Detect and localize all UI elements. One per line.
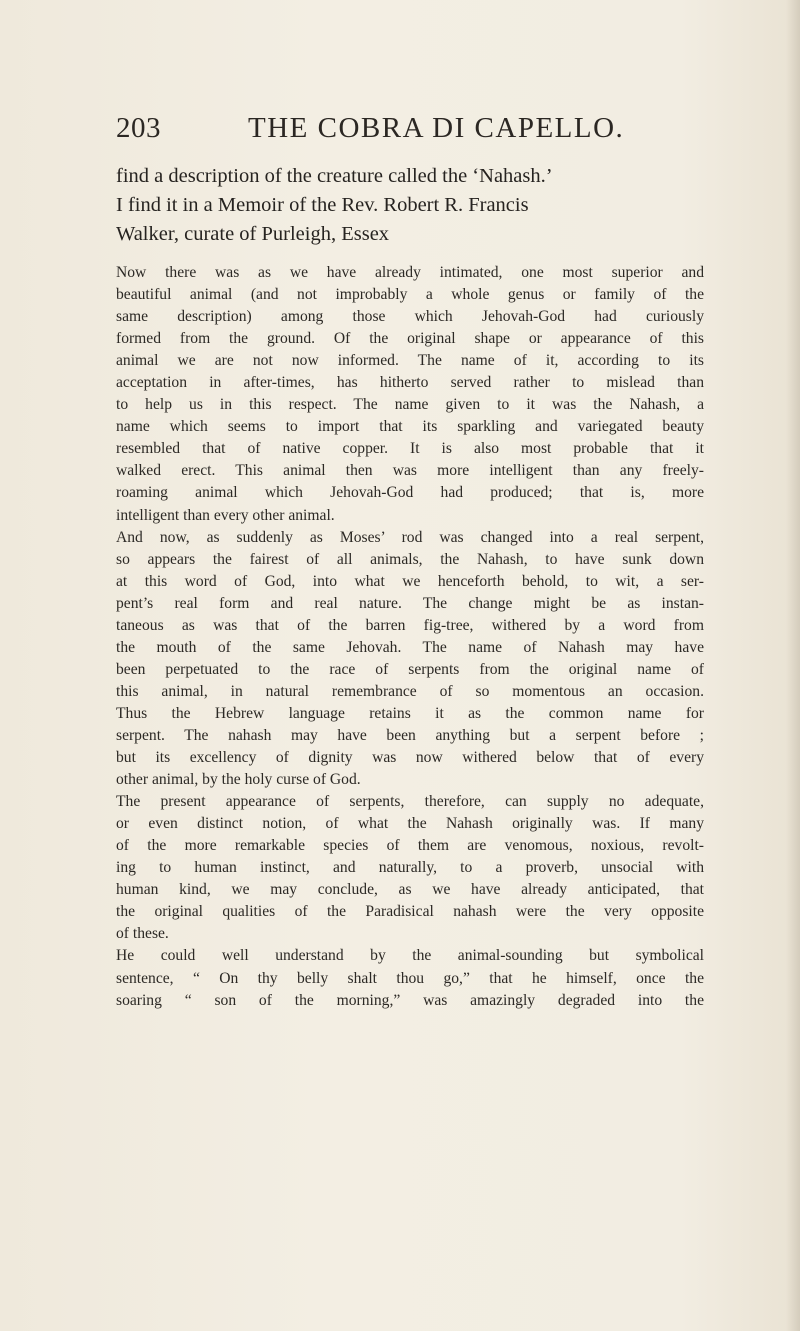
text-line: but its excellency of dignity was now withered below that of every [116,749,704,767]
text-line: soaring “ son of the morning,” was amazingly degraded into the [116,991,704,1009]
lead-line: find a description of the creature called the ‘Nahash.’ [116,165,553,187]
text-line: The present appearance of serpents, therefore, can supply no adequate, [116,793,704,811]
page-header [116,112,716,152]
text-line: ing to human instinct, and naturally, to a proverb, unsocial with [116,859,704,877]
text-line: taneous as was that of the barren fig-tree, withered by a word from [116,616,704,634]
text-line: name which seems to import that its sparkling and variegated beauty [116,418,704,436]
page-number: 203 [116,112,161,144]
text-line: pent’s real form and real nature. The change might be as instan- [116,594,704,612]
text-line: resembled that of native copper. It is also most probable that it [116,440,704,458]
text-line: to help us in this respect. The name given to it was the Nahash, a [116,396,704,414]
text-line: been perpetuated to the race of serpents from the original name of [116,660,704,678]
text-line: at this word of God, into what we henceforth behold, to wit, a ser- [116,572,704,590]
text-line: other animal, by the holy curse of God. [116,771,361,789]
quoted-passage [116,262,704,1012]
text-line: of these. [116,925,169,943]
text-line: He could well understand by the animal-sounding but symbolical [116,947,704,965]
running-title: THE COBRA DI CAPELLO. [248,112,625,144]
lead-line: I find it in a Memoir of the Rev. Robert R. Francis [116,194,529,216]
text-line: intelligent than every other animal. [116,506,335,524]
text-line: human kind, we may conclude, as we have already anticipated, that [116,881,704,899]
text-line: roaming animal which Jehovah-God had produced; that is, more [116,484,704,502]
text-line: beautiful animal (and not improbably a whole genus or family of the [116,286,704,304]
text-line: Now there was as we have already intimated, one most superior and [116,264,704,281]
text-line: Thus the Hebrew language retains it as the common name for [116,704,704,722]
text-line: sentence, “ On thy belly shalt thou go,” that he himself, once the [116,969,704,987]
text-line: walked erect. This animal then was more intelligent than any freely- [116,462,704,480]
text-line: acceptation in after-times, has hitherto served rather to mislead than [116,374,704,392]
text-line: so appears the fairest of all animals, the Nahash, to have sunk down [116,550,704,568]
text-line: the mouth of the same Jehovah. The name of Nahash may have [116,638,704,656]
text-line: this animal, in natural remembrance of so momentous an occasion. [116,682,704,700]
text-line: And now, as suddenly as Moses’ rod was changed into a real serpent, [116,528,704,546]
text-line: animal we are not now informed. The name of it, according to its [116,352,704,370]
text-line: same description) among those which Jehovah-God had curiously [116,308,704,326]
text-line: of the more remarkable species of them are venomous, noxious, revolt- [116,837,704,855]
page-edge-shadow [786,0,800,1331]
lead-paragraph [116,162,706,249]
text-line: formed from the ground. Of the original shape or appearance of this [116,330,704,348]
lead-line: Walker, curate of Purleigh, Essex [116,223,390,245]
text-line: serpent. The nahash may have been anything but a serpent before ; [116,726,704,744]
text-line: or even distinct notion, of what the Nahash originally was. If many [116,815,704,833]
text-line: the original qualities of the Paradisical nahash were the very opposite [116,903,704,921]
